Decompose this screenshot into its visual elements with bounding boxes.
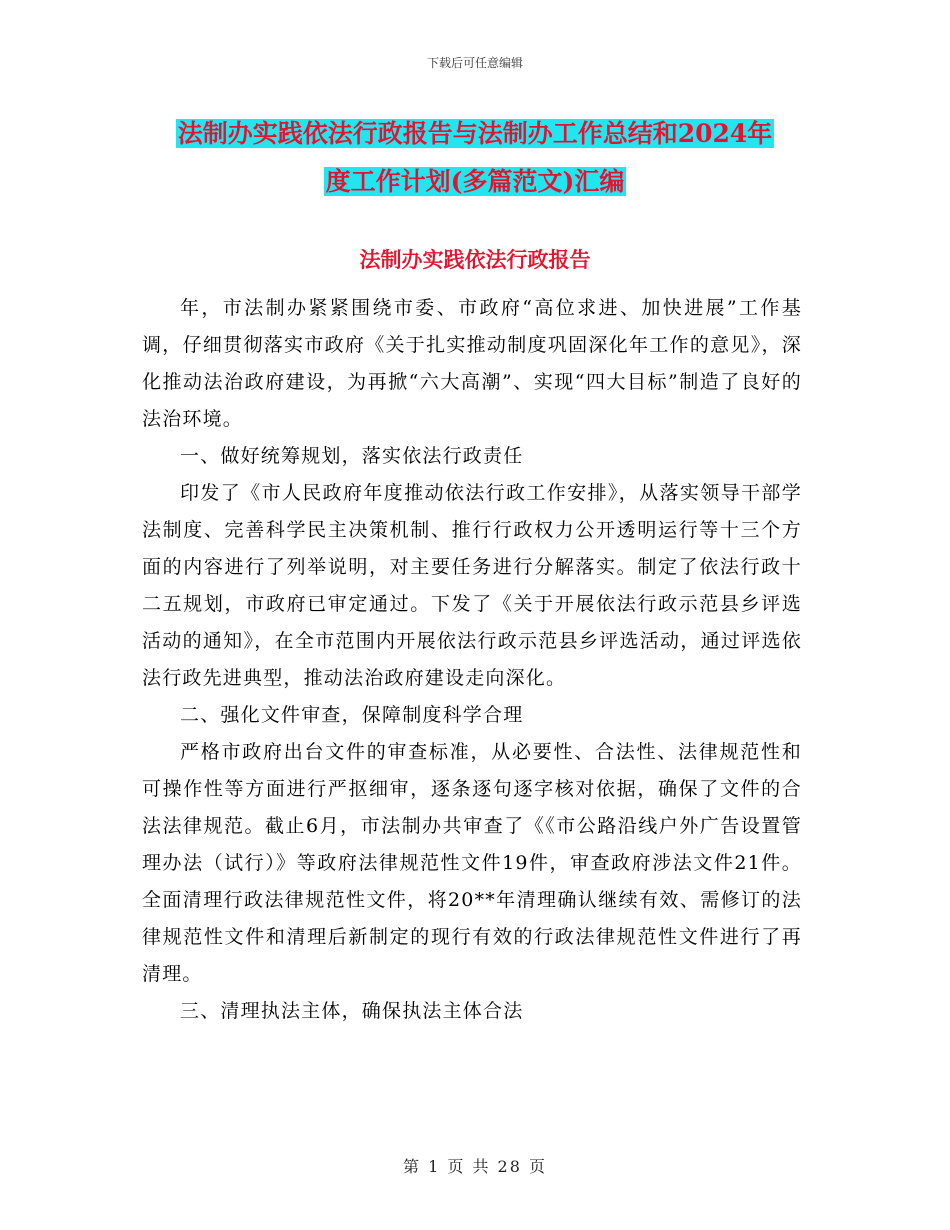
section-title: 法制办实践依法行政报告 — [359, 247, 591, 272]
document-title-line-1: 法制办实践依法行政报告与法制办工作总结和2024年 — [177, 119, 773, 148]
document-body — [142, 290, 802, 1030]
document-title — [140, 110, 810, 206]
page-number: 第 1 页 共 28 页 — [403, 1157, 547, 1176]
paragraph: 年，市法制办紧紧围绕市委、市政府“高位求进、加快进展”工作基调，仔细贯彻落实市政府《关于扎实推动制度巩固深化年工作的意见》，深化推动法治政府建设，为再掀“六大高潮”、实现“四大目标”制造了良好的法治环境。 — [142, 297, 802, 430]
heading-2: 二、强化文件审查，保障制度科学合理 — [180, 704, 524, 726]
document-title-line-2: 度工作计划(多篇范文)汇编 — [325, 167, 625, 196]
paragraph: 严格市政府出台文件的审查标准，从必要性、合法性、法律规范性和可操作性等方面进行严抠细审，逐条逐句逐字核对依据，确保了文件的合法法律规范。截止6月，市法制办共审查了《《市公路沿线户外广告设置管理办法（试行）》等政府法律规范性文件19件，审查政府涉法文件21件。全面清理行政法律规范性文件，将20**年清理确认继续有效、需修订的法律规范性文件和清理后新制定的现行有效的行政法律规范性文件进行了再清理。 — [142, 741, 802, 985]
header-note: 下载后可任意编辑 — [426, 56, 523, 70]
paragraph: 印发了《市人民政府年度推动依法行政工作安排》，从落实领导干部学法制度、完善科学民主决策机制、推行行政权力公开透明运行等十三个方面的内容进行了列举说明，对主要任务进行分解落实。制定了依法行政十二五规划，市政府已审定通过。下发了《关于开展依法行政示范县乡评选活动的通知》，在全市范围内开展依法行政示范县乡评选活动，通过评选依法行政先进典型，推动法治政府建设走向深化。 — [142, 482, 802, 689]
heading-1: 一、做好统筹规划，落实依法行政责任 — [180, 445, 524, 467]
heading-3: 三、清理执法主体，确保执法主体合法 — [180, 1000, 524, 1022]
